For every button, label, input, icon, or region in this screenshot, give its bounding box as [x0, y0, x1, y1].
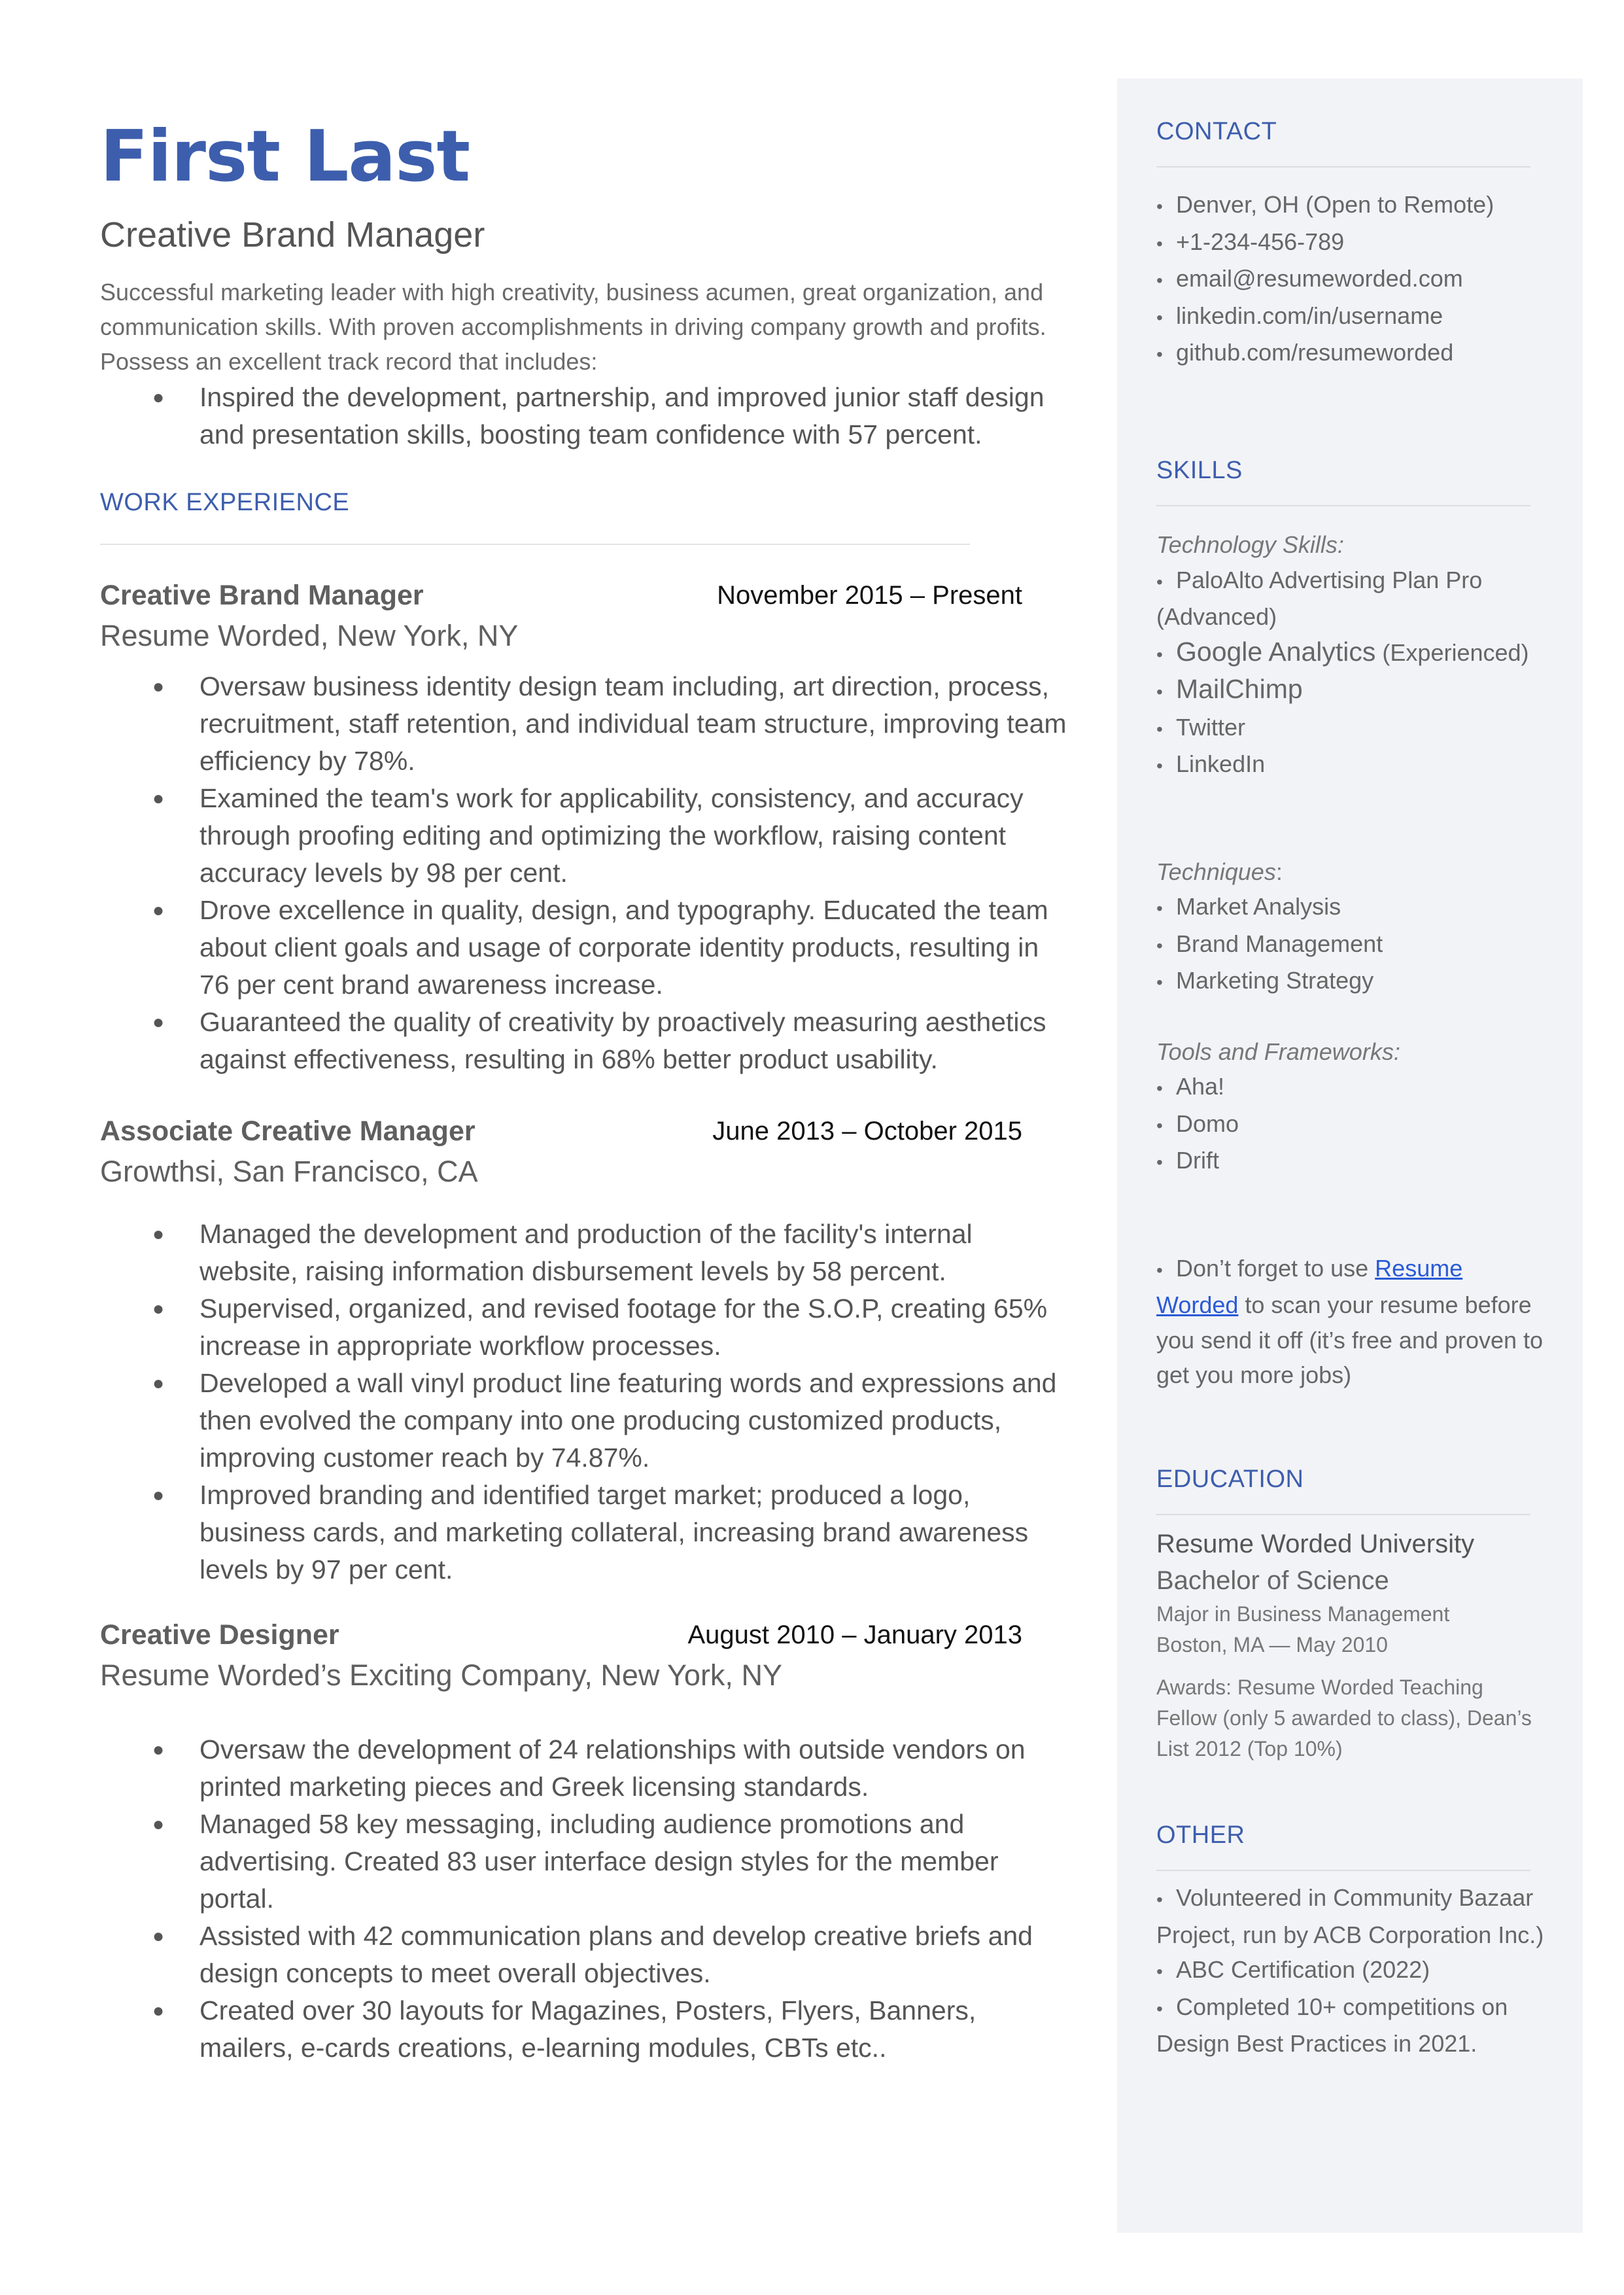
other-list [1156, 1880, 1549, 2061]
job-company: Growthsi, San Francisco, CA [100, 1155, 478, 1188]
work-experience-heading: WORK EXPERIENCE [100, 489, 350, 516]
skill-item: • Google Analytics (Experienced) [1156, 635, 1549, 673]
other-item: • Completed 10+ competitions on Design Best Practices in 2021. [1156, 1989, 1549, 2061]
job-bullet-list [100, 668, 1075, 1078]
divider [100, 544, 970, 545]
other-item: • ABC Certification (2022) [1156, 1952, 1549, 1989]
resume-tip: • Don’t forget to use Resume Worded to scan your resume before you send it off (it’s free and proven to get you more jobs) [1156, 1251, 1549, 1393]
bullet-icon: • [1156, 1259, 1163, 1280]
other-section [1156, 1819, 1549, 2061]
main-column [100, 111, 1075, 2067]
bullet-icon: ● [152, 676, 165, 697]
job-entry [100, 1615, 1075, 2067]
education-degree: Bachelor of Science [1156, 1566, 1389, 1595]
other-item: • Volunteered in Community Bazaar Project, run by ACB Corporation Inc.) [1156, 1880, 1549, 1952]
bullet-icon: ● [152, 1373, 165, 1394]
education-heading: EDUCATION [1156, 1465, 1304, 1493]
summary-text: Successful marketing leader with high creativity, business acumen, great organization, and communication skills. With proven accomplishments in driving company growth and profits. Possess an excellent track record that includes: [100, 279, 1046, 375]
education-major: Major in Business Management [1156, 1602, 1450, 1626]
job-bullet: ● Oversaw the development of 24 relationships with outside vendors on printed marketing pieces and Greek licensing standards. [100, 1731, 1075, 1806]
skill-item: • LinkedIn [1156, 746, 1549, 784]
tools-label: Tools and Frameworks: [1156, 1038, 1400, 1065]
bullet-icon: • [1156, 718, 1163, 739]
tool-item: • Domo [1156, 1106, 1549, 1144]
job-bullet: ● Improved branding and identified target market; produced a logo, business cards, and marketing collateral, increasing brand awareness levels by 97 per cent. [100, 1477, 1075, 1588]
job-bullet-list [100, 1731, 1075, 2067]
bullet-icon: • [1156, 756, 1163, 776]
job-company: Resume Worded’s Exciting Company, New York, NY [100, 1658, 782, 1692]
bullet-icon: • [1156, 571, 1163, 592]
bullet-icon: ● [152, 1484, 165, 1506]
job-company: Resume Worded, New York, NY [100, 619, 519, 652]
bullet-icon: • [1156, 1152, 1163, 1172]
contact-location: • Denver, OH (Open to Remote) [1156, 187, 1549, 224]
tech-skills-label: Technology Skills: [1156, 531, 1344, 558]
bullet-icon: ● [152, 2000, 165, 2022]
contact-github: • github.com/resumeworded [1156, 335, 1549, 372]
job-role: Creative Designer [100, 1619, 339, 1651]
bullet-icon: • [1156, 1998, 1163, 2019]
bullet-icon: • [1156, 344, 1163, 364]
bullet-icon: ● [152, 900, 165, 921]
tools-list [1156, 1069, 1549, 1180]
bullet-icon: ● [152, 1298, 165, 1320]
job-bullet: ● Guaranteed the quality of creativity by proactively measuring aesthetics against effectiveness, resulting in 68% better product usability. [100, 1004, 1075, 1078]
candidate-name: First Last [100, 116, 470, 198]
education-section [1156, 1463, 1549, 1764]
bullet-icon: ● [152, 1925, 165, 1947]
education-school: Resume Worded University [1156, 1530, 1475, 1558]
job-role: Associate Creative Manager [100, 1115, 475, 1147]
contact-heading: CONTACT [1156, 118, 1277, 145]
bullet-icon: • [1156, 196, 1163, 217]
techniques-list [1156, 889, 1549, 1000]
job-bullet: ● Supervised, organized, and revised footage for the S.O.P, creating 65% increase in appropriate workflow processes. [100, 1290, 1075, 1365]
job-bullet: ● Examined the team's work for applicability, consistency, and accuracy through proofing editing and optimizing the workflow, raising content accuracy levels by 98 per cent. [100, 780, 1075, 892]
technique-item: • Market Analysis [1156, 889, 1549, 926]
bullet-icon: ● [152, 1739, 165, 1761]
bullet-icon: • [1156, 1115, 1163, 1136]
skills-heading: SKILLS [1156, 457, 1243, 484]
bullet-icon: • [1156, 1078, 1163, 1098]
sidebar [1117, 79, 1583, 2233]
summary-bullet-list [100, 379, 1075, 453]
education-location-date: Boston, MA — May 2010 [1156, 1633, 1388, 1656]
skills-section [1156, 454, 1549, 1393]
tech-skills-list [1156, 563, 1549, 784]
job-dates: June 2013 – October 2015 [712, 1117, 1022, 1146]
bullet-icon: ● [152, 788, 165, 809]
skill-item: • MailChimp [1156, 672, 1549, 710]
contact-email: • email@resumeworded.com [1156, 261, 1549, 298]
divider [1156, 166, 1530, 167]
tool-item: • Drift [1156, 1143, 1549, 1180]
divider [1156, 505, 1530, 506]
job-bullet-list [100, 1216, 1075, 1588]
job-bullet: ● Created over 30 layouts for Magazines, Posters, Flyers, Banners, mailers, e-cards creations, e-learning modules, CBTs etc.. [100, 1992, 1075, 2067]
tool-item: • Aha! [1156, 1069, 1549, 1106]
candidate-headline: Creative Brand Manager [100, 215, 485, 254]
job-dates: November 2015 – Present [717, 581, 1022, 610]
contact-section [1156, 115, 1549, 372]
bullet-icon: ● [152, 1223, 165, 1245]
bullet-icon: • [1156, 270, 1163, 290]
job-dates: August 2010 – January 2013 [687, 1621, 1022, 1649]
divider [1156, 1870, 1530, 1871]
job-bullet: ● Oversaw business identity design team including, art direction, process, recruitment, staff retention, and individual team structure, improving team efficiency by 78%. [100, 668, 1075, 780]
techniques-label: Techniques: [1156, 858, 1283, 885]
bullet-icon: • [1156, 644, 1163, 665]
bullet-icon: ● [152, 387, 165, 408]
job-header [100, 575, 1075, 616]
contact-phone: • +1-234-456-789 [1156, 224, 1549, 262]
bullet-icon: • [1156, 233, 1163, 254]
divider [1156, 1514, 1530, 1515]
summary-bullet: ● Inspired the development, partnership, and improved junior staff design and presentation skills, boosting team confidence with 57 percent. [100, 379, 1075, 453]
job-header [100, 1111, 1075, 1151]
technique-item: • Marketing Strategy [1156, 963, 1549, 1000]
job-bullet: ● Assisted with 42 communication plans and develop creative briefs and design concepts to meet overall objectives. [100, 1918, 1075, 1992]
bullet-icon: • [1156, 898, 1163, 919]
job-bullet: ● Managed 58 key messaging, including audience promotions and advertising. Created 83 user interface design styles for the member portal. [100, 1806, 1075, 1918]
job-bullet: ● Developed a wall vinyl product line featuring words and expressions and then evolved the company into one producing customized products, improving customer reach by 74.87%. [100, 1365, 1075, 1477]
job-entry [100, 1111, 1075, 1588]
skill-item: • Twitter [1156, 710, 1549, 747]
job-bullet: ● Managed the development and production of the facility's internal website, raising information disbursement levels by 58 percent. [100, 1216, 1075, 1290]
skill-item: • PaloAlto Advertising Plan Pro (Advanced) [1156, 563, 1549, 635]
job-bullet: ● Drove excellence in quality, design, and typography. Educated the team about client goals and usage of corporate identity products, resulting in 76 per cent brand awareness increase. [100, 892, 1075, 1004]
job-role: Creative Brand Manager [100, 580, 424, 611]
bullet-icon: • [1156, 307, 1163, 328]
contact-list [1156, 187, 1549, 372]
resume-worded-link[interactable]: Resume Worded [1156, 1254, 1463, 1318]
education-awards: Awards: Resume Worded Teaching Fellow (only 5 awarded to class), Dean’s List 2012 (Top 10%) [1156, 1675, 1532, 1761]
job-header [100, 1615, 1075, 1655]
other-heading: OTHER [1156, 1821, 1245, 1849]
job-entry [100, 575, 1075, 1078]
bullet-icon: • [1156, 972, 1163, 992]
bullet-icon: • [1156, 1961, 1163, 1982]
bullet-icon: • [1156, 935, 1163, 956]
bullet-icon: • [1156, 1889, 1163, 1910]
bullet-icon: • [1156, 682, 1163, 702]
technique-item: • Brand Management [1156, 926, 1549, 964]
bullet-icon: ● [152, 1011, 165, 1033]
bullet-icon: ● [152, 1813, 165, 1835]
contact-linkedin: • linkedin.com/in/username [1156, 298, 1549, 336]
